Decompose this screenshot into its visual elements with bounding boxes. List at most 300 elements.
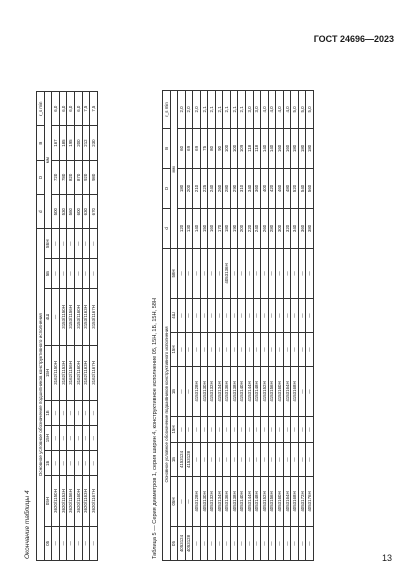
table-cell: —	[178, 248, 186, 298]
table-cell: 5,0	[298, 90, 306, 128]
table-cell: 200	[74, 126, 82, 160]
table-4-header-5b: 5Б	[44, 259, 52, 289]
table-cell: —	[268, 333, 276, 367]
table-4-header-1b: 1Б	[44, 451, 52, 476]
table-cell: —	[208, 333, 216, 367]
table-cell: 4053160Н	[276, 477, 284, 527]
table-cell: 2,1	[230, 90, 238, 128]
table-cell: 4053136Н	[223, 477, 231, 527]
table-cell: —	[67, 400, 75, 425]
table-cell: —	[246, 417, 254, 443]
table-5-header-D: D	[163, 168, 171, 208]
table-cell: 4053134Н	[215, 477, 223, 527]
table-cell: 160	[208, 208, 216, 248]
table-cell: 4053172Н	[298, 477, 306, 527]
continuation-label: Окончание таблицы 4	[24, 490, 31, 559]
table-cell: 4053130Н	[200, 477, 208, 527]
table-cell: —	[82, 229, 90, 259]
table-cell: —	[67, 426, 75, 451]
table-cell: —	[306, 248, 314, 298]
table-cell: 225	[200, 168, 208, 208]
table-cell: —	[67, 229, 75, 259]
table-cell: 3153/1156Н	[67, 288, 75, 345]
table-cell: 6,0	[59, 92, 67, 126]
table-cell: —	[291, 443, 299, 477]
table-cell: —	[208, 527, 216, 561]
table-cell: 4053136Н	[223, 248, 231, 298]
table-cell: —	[223, 299, 231, 333]
table-cell: 280	[268, 208, 276, 248]
table-cell: —	[276, 443, 284, 477]
table-4-body	[52, 92, 98, 561]
table-cell: —	[291, 248, 299, 298]
table-cell: —	[215, 443, 223, 477]
table-cell: 4053144Н	[246, 477, 254, 527]
table-cell: 100	[230, 128, 238, 168]
table-cell: 540	[298, 168, 306, 208]
table-cell: —	[306, 299, 314, 333]
table-cell: —	[230, 417, 238, 443]
table-cell: —	[215, 527, 223, 561]
table-cell: —	[178, 333, 186, 367]
table-cell: —	[90, 229, 98, 259]
table-cell: —	[200, 527, 208, 561]
table-cell: —	[298, 527, 306, 561]
table-cell: 3620/1156Н	[67, 476, 75, 526]
table-cell: 3162/1153Н	[59, 346, 67, 401]
table-cell: 160	[276, 128, 284, 168]
table-cell: 212	[82, 126, 90, 160]
table-cell: —	[223, 417, 231, 443]
table-cell: 4153138Н	[230, 367, 238, 417]
table-cell: 130	[185, 208, 193, 248]
table-cell: 5,0	[291, 90, 299, 128]
table-cell: 4053148Н	[253, 477, 261, 527]
table-cell: 400	[261, 168, 269, 208]
table-cell: 200	[238, 208, 246, 248]
table-cell: —	[283, 417, 291, 443]
table-cell: —	[90, 426, 98, 451]
table-cell: 4153156Н	[268, 367, 276, 417]
table-cell: —	[59, 526, 67, 560]
table-row	[261, 90, 269, 560]
table-cell: —	[283, 333, 291, 367]
table-4-header-15h: 15H	[44, 426, 52, 451]
table-cell: —	[52, 400, 60, 425]
table-cell: 180	[223, 208, 231, 248]
table-cell: 320	[283, 208, 291, 248]
table-cell: —	[74, 259, 82, 289]
table-cell: 500	[52, 195, 60, 229]
table-cell: —	[238, 443, 246, 477]
table-cell: 140	[268, 128, 276, 168]
table-cell: 2,1	[238, 90, 246, 128]
table-cell: 7,5	[90, 92, 98, 126]
table-cell: —	[298, 443, 306, 477]
table-cell: 220	[246, 208, 254, 248]
table-cell: 180	[298, 128, 306, 168]
standard-header: ГОСТ 24696—2023	[313, 34, 394, 44]
table-row	[223, 90, 231, 560]
table-5-header-15h: 15H	[170, 417, 178, 443]
table-cell: 167	[52, 126, 60, 160]
table-cell: 530	[59, 195, 67, 229]
table-cell: 118	[246, 128, 254, 168]
table-cell: —	[230, 443, 238, 477]
table-row	[246, 90, 254, 560]
table-cell: —	[276, 333, 284, 367]
table-cell: 7,5	[82, 92, 90, 126]
table-cell: —	[246, 299, 254, 333]
table-cell: 100	[223, 128, 231, 168]
table-cell: —	[67, 451, 75, 476]
table-cell: 4053176Н	[306, 477, 314, 527]
table-cell: 69	[185, 128, 193, 168]
table-cell: —	[223, 443, 231, 477]
table-5-header-58h: 58H	[170, 248, 178, 298]
table-cell: 4053124	[178, 527, 186, 561]
table-cell: —	[223, 333, 231, 367]
table-row	[283, 90, 291, 560]
table-cell: 6,0	[67, 92, 75, 126]
table-cell: 3620/1163Н	[82, 476, 90, 526]
table-cell: —	[52, 288, 60, 345]
table-cell: —	[178, 417, 186, 443]
table-cell: —	[215, 299, 223, 333]
table-cell: 870	[74, 160, 82, 194]
table-cell: 4153152Н	[261, 367, 269, 417]
table-cell: —	[283, 443, 291, 477]
table-cell: —	[298, 248, 306, 298]
table-cell: —	[185, 299, 193, 333]
table-row	[178, 90, 186, 560]
table-cell: —	[246, 443, 254, 477]
table-cell: 4153140Н	[238, 367, 246, 417]
table-5-header-1b-2: 1Б	[170, 367, 178, 417]
table-cell: —	[238, 417, 246, 443]
table-cell: 3162/1150Н	[52, 346, 60, 401]
table-cell: —	[283, 527, 291, 561]
table-cell: —	[261, 299, 269, 333]
table-row	[74, 92, 82, 561]
table-cell: 190	[230, 208, 238, 248]
table-cell: 4053156Н	[268, 477, 276, 527]
table-cell: —	[82, 426, 90, 451]
table-cell: —	[59, 229, 67, 259]
table-cell: —	[59, 400, 67, 425]
table-4-header-D: D	[37, 160, 45, 194]
table-cell: —	[208, 443, 216, 477]
table-row	[253, 90, 261, 560]
table-cell: 3620/1160Н	[74, 476, 82, 526]
table-row	[230, 90, 238, 560]
table-cell: 210	[193, 168, 201, 208]
table-cell: —	[276, 299, 284, 333]
table-cell: 4153148Н	[253, 367, 261, 417]
table-cell: 4153124	[178, 443, 186, 477]
table-cell: 3162/1156Н	[67, 346, 75, 401]
table-cell: 4053168Н	[291, 477, 299, 527]
table-cell: —	[185, 367, 193, 417]
table-cell: —	[276, 417, 284, 443]
table-cell: 520	[291, 168, 299, 208]
table-cell: 4153160Н	[276, 367, 284, 417]
table-cell: 2,0	[193, 90, 201, 128]
table-cell: —	[298, 333, 306, 367]
table-cell: —	[200, 417, 208, 443]
table-4-group-header: Основное условное обозначение подшипников конструктивного исполнения	[37, 229, 45, 561]
table-cell: 90	[215, 128, 223, 168]
table-cell: 460	[276, 168, 284, 208]
table-cell: —	[276, 248, 284, 298]
table-cell: —	[298, 367, 306, 417]
table-cell: —	[193, 248, 201, 298]
table-cell: 360	[298, 208, 306, 248]
table-cell: —	[261, 443, 269, 477]
table-cell: —	[283, 299, 291, 333]
table-cell: —	[298, 417, 306, 443]
table-cell: —	[246, 333, 254, 367]
table-cell: —	[193, 527, 201, 561]
table-cell: —	[52, 426, 60, 451]
table-cell: —	[208, 248, 216, 298]
table-cell: 75	[200, 128, 208, 168]
table-cell: 4153136Н	[223, 367, 231, 417]
table-5-group-row	[163, 90, 171, 560]
table-cell: 920	[82, 160, 90, 194]
table-cell: —	[200, 299, 208, 333]
table-cell: —	[193, 417, 201, 443]
table-cell: 140	[261, 128, 269, 168]
table-cell: —	[178, 477, 186, 527]
table-cell: —	[193, 333, 201, 367]
table-4-header-05h: 05H	[44, 476, 52, 526]
table-cell: —	[306, 443, 314, 477]
table-5-header-05h: 05H	[170, 477, 178, 527]
table-5	[162, 90, 314, 561]
table-cell: 109	[238, 128, 246, 168]
table-cell: 2,0	[178, 90, 186, 128]
table-cell: 340	[246, 168, 254, 208]
table-cell: —	[306, 417, 314, 443]
table-4-header-rs: r_s min	[37, 92, 45, 126]
table-cell: —	[238, 527, 246, 561]
table-cell: —	[59, 426, 67, 451]
table-cell: 4,0	[268, 90, 276, 128]
table-row	[238, 90, 246, 560]
table-cell: —	[74, 229, 82, 259]
table-cell: —	[230, 248, 238, 298]
table-cell: —	[185, 248, 193, 298]
table-cell: 3,0	[246, 90, 254, 128]
table-4	[36, 91, 98, 561]
table-cell: 3162/1163Н	[82, 346, 90, 401]
table-5-caption: Таблица 5 — Серия диаметров 1, серия ширин 4, конструктивное исполнение 05, 15H, 1Б, 15H, 58H	[152, 298, 158, 559]
table-cell: —	[74, 451, 82, 476]
table-cell: —	[268, 443, 276, 477]
table-cell: 2,1	[200, 90, 208, 128]
table-cell: —	[200, 333, 208, 367]
table-cell: 160	[283, 128, 291, 168]
page-number: 13	[381, 553, 392, 563]
table-cell: 260	[261, 208, 269, 248]
table-cell: 480	[283, 168, 291, 208]
table-cell: 820	[67, 160, 75, 194]
table-cell: —	[291, 333, 299, 367]
table-cell: —	[67, 259, 75, 289]
table-cell: —	[193, 443, 201, 477]
table-cell: —	[208, 299, 216, 333]
table-cell: 195	[67, 126, 75, 160]
table-5-group-header: Основное условное обозначение подшипников конструктивного исполнения	[163, 248, 171, 560]
table-cell: 3620/1167Н	[90, 476, 98, 526]
table-cell: 260	[215, 168, 223, 208]
table-cell: 6,0	[74, 92, 82, 126]
table-row	[200, 90, 208, 560]
table-cell: 4153164Н	[283, 367, 291, 417]
table-4-header-B: B	[37, 126, 45, 160]
table-cell: 4053152Н	[261, 477, 269, 527]
table-cell: —	[268, 299, 276, 333]
table-cell: 560	[67, 195, 75, 229]
table-row	[298, 90, 306, 560]
table-cell: —	[185, 417, 193, 443]
table-cell: —	[238, 248, 246, 298]
table-cell: 2,1	[208, 90, 216, 128]
table-4-header-5bh: 5БH	[44, 229, 52, 259]
table-cell: 170	[215, 208, 223, 248]
table-cell: 4153128Н	[193, 367, 201, 417]
table-5-body	[178, 90, 314, 560]
table-cell: —	[185, 333, 193, 367]
table-5-header-row	[170, 90, 178, 560]
table-cell: 240	[208, 168, 216, 208]
table-cell: 200	[185, 168, 193, 208]
table-cell: 670	[90, 195, 98, 229]
table-cell: —	[90, 400, 98, 425]
table-cell: —	[261, 248, 269, 298]
table-cell: —	[82, 259, 90, 289]
table-cell: 240	[253, 208, 261, 248]
table-cell: 3153/1167Н	[90, 288, 98, 345]
table-cell: 4053132Н	[208, 477, 216, 527]
table-cell: 4,0	[283, 90, 291, 128]
table-cell: —	[253, 527, 261, 561]
table-cell: —	[208, 417, 216, 443]
table-cell: 980	[90, 160, 98, 194]
table-cell: —	[253, 299, 261, 333]
table-cell: —	[82, 400, 90, 425]
table-cell: 780	[59, 160, 67, 194]
table-cell: —	[268, 248, 276, 298]
table-4-units: мм	[44, 92, 52, 229]
table-5-header-B: B	[163, 128, 171, 168]
table-row	[82, 92, 90, 561]
table-cell: 280	[223, 168, 231, 208]
table-cell: —	[238, 299, 246, 333]
table-row	[193, 90, 201, 560]
table-cell: 185	[59, 126, 67, 160]
table-cell: 3162/1160Н	[74, 346, 82, 401]
table-cell: 80	[208, 128, 216, 168]
table-cell: —	[215, 417, 223, 443]
table-cell: —	[82, 526, 90, 560]
table-cell: —	[82, 451, 90, 476]
table-cell: —	[261, 417, 269, 443]
table-cell: —	[230, 333, 238, 367]
table-5-header-d: d	[163, 208, 171, 248]
table-cell: —	[306, 527, 314, 561]
table-cell: 290	[230, 168, 238, 208]
table-cell: —	[291, 527, 299, 561]
table-cell: —	[215, 333, 223, 367]
table-4-header-row	[44, 92, 52, 561]
table-cell: —	[52, 526, 60, 560]
table-cell: —	[74, 526, 82, 560]
table-cell: 2,1	[223, 90, 231, 128]
table-cell: —	[291, 299, 299, 333]
table-cell: 180	[291, 128, 299, 168]
table-cell: 340	[291, 208, 299, 248]
table-cell: —	[283, 248, 291, 298]
table-cell: —	[230, 527, 238, 561]
table-cell: 720	[52, 160, 60, 194]
table-4-header-d: d	[37, 195, 45, 229]
table-cell: 5,0	[306, 90, 314, 128]
table-row	[67, 92, 75, 561]
table-5-units: мм	[170, 90, 178, 248]
table-cell: 600	[74, 195, 82, 229]
table-cell: 560	[306, 168, 314, 208]
table-cell: —	[74, 400, 82, 425]
table-cell: 3153/1163Н	[82, 288, 90, 345]
table-cell: —	[261, 333, 269, 367]
table-cell: —	[253, 443, 261, 477]
table-cell: 180	[306, 128, 314, 168]
table-4-group-row	[37, 92, 45, 561]
table-cell: 4053128	[185, 527, 193, 561]
table-cell: 4053164Н	[283, 477, 291, 527]
table-cell: —	[215, 248, 223, 298]
table-cell: —	[67, 526, 75, 560]
table-cell: 3153/1150Н	[59, 288, 67, 345]
table-row	[268, 90, 276, 560]
table-cell: —	[268, 527, 276, 561]
table-cell: —	[90, 451, 98, 476]
table-row	[276, 90, 284, 560]
table-cell: —	[178, 367, 186, 417]
table-4-header-1b-2: 1Б	[44, 400, 52, 425]
table-cell: 2,0	[185, 90, 193, 128]
table-row	[59, 92, 67, 561]
table-cell: —	[261, 527, 269, 561]
table-cell: —	[185, 477, 193, 527]
table-cell: 118	[253, 128, 261, 168]
table-cell: 2,1	[215, 90, 223, 128]
table-cell: —	[246, 527, 254, 561]
table-cell: —	[246, 248, 254, 298]
table-cell: 120	[178, 208, 186, 248]
table-cell: 230	[90, 126, 98, 160]
table-cell: —	[253, 248, 261, 298]
table-5-header-4sh: 4Ш	[170, 299, 178, 333]
table-cell: 420	[268, 168, 276, 208]
table-cell: 140	[193, 208, 201, 248]
table-4-header-15h-2: 15H	[44, 346, 52, 401]
table-cell: 630	[82, 195, 90, 229]
table-4-header-4sh: 4Ш	[44, 288, 52, 345]
table-cell: 180	[178, 168, 186, 208]
